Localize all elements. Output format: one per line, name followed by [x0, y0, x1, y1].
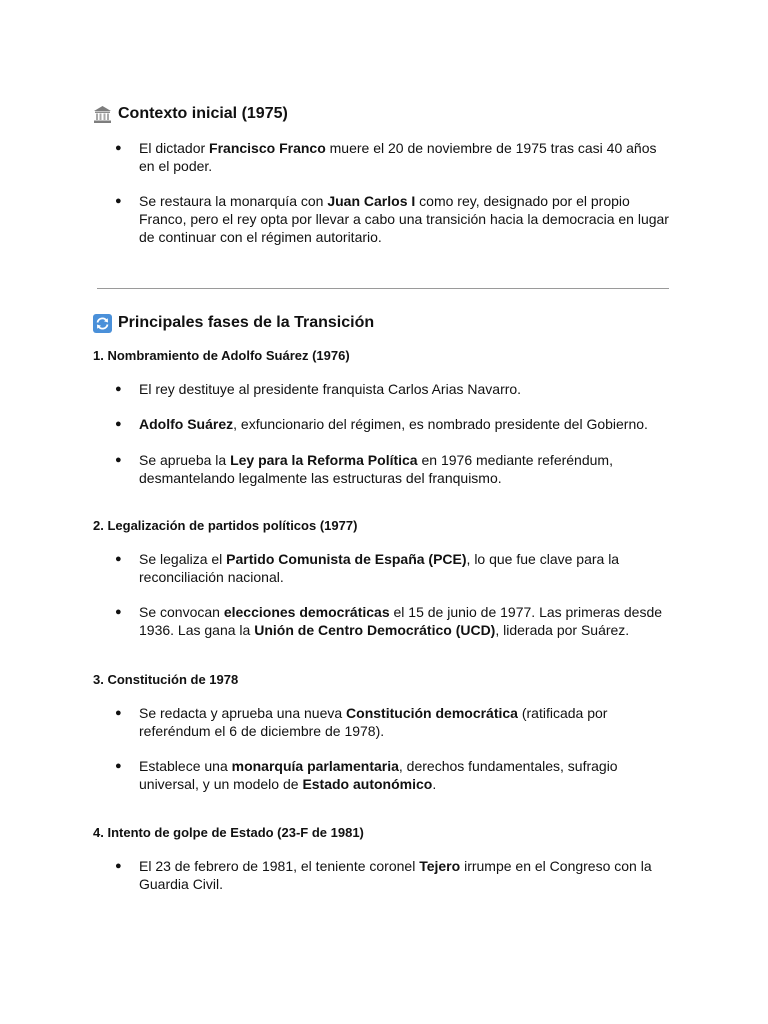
text-run: el 15 de junio de 1977. Las primeras desde 1936. Las gana la	[139, 604, 663, 638]
bold-term: Estado autonómico	[302, 776, 433, 792]
bold-term: Tejero	[419, 858, 461, 874]
bold-term: Ley para la Reforma Política	[230, 452, 418, 468]
text-run: Se aprueba la	[139, 452, 231, 468]
cycle-arrows-icon	[93, 314, 112, 333]
bold-term: Partido Comunista de España (PCE)	[226, 551, 467, 567]
text-run: (ratificada por referéndum el 6 de diciembre de 1978).	[139, 705, 608, 739]
section-title: Contexto inicial (1975)	[118, 105, 288, 122]
text-run: El 23 de febrero de 1981, el teniente coronel	[139, 858, 420, 874]
list-item	[139, 451, 669, 487]
text-run: Se legaliza el	[139, 551, 227, 567]
text-run: Establece una	[139, 758, 232, 774]
list-item	[139, 380, 669, 398]
list-item	[139, 757, 669, 793]
list-item	[139, 603, 669, 639]
text-run: como rey, designado por el propio Franco, pero el rey opta por llevar a cabo una transición hacia la democracia en lugar de continuar con el régimen autoritario.	[139, 193, 669, 245]
bold-term: elecciones democráticas	[223, 604, 390, 620]
bold-term: Adolfo Suárez	[139, 416, 234, 432]
text-run: , derechos fundamentales, sufragio universal, y un modelo de	[139, 758, 618, 792]
text-run: Se redacta y aprueba una nueva	[139, 705, 347, 721]
text-run: El dictador	[139, 140, 210, 156]
bold-term: monarquía parlamentaria	[231, 758, 399, 774]
text-run: Se restaura la monarquía con	[139, 193, 328, 209]
bold-term: Juan Carlos I	[327, 193, 416, 209]
phase-heading: 3. Constitución de 1978	[93, 672, 239, 687]
list-item	[139, 139, 669, 175]
text-run: , lo que fue clave para la reconciliación nacional.	[139, 551, 620, 585]
text-run: muere el 20 de noviembre de 1975 tras casi 40 años en el poder.	[139, 140, 657, 174]
text-run: Se convocan	[139, 604, 224, 620]
section-heading-fases	[93, 313, 374, 333]
horizontal-divider	[97, 288, 669, 289]
bold-term: Francisco Franco	[209, 140, 326, 156]
phase-heading: 1. Nombramiento de Adolfo Suárez (1976)	[93, 348, 350, 363]
list-item	[139, 415, 669, 433]
list-item	[139, 550, 669, 586]
text-run: , liderada por Suárez.	[495, 622, 630, 638]
list-item	[139, 857, 669, 893]
phase-heading: 4. Intento de golpe de Estado (23-F de 1981)	[93, 825, 364, 840]
text-run: .	[432, 776, 437, 792]
list-item	[139, 192, 669, 246]
text-run: , exfuncionario del régimen, es nombrado presidente del Gobierno.	[233, 416, 648, 432]
bold-term: Constitución democrática	[346, 705, 518, 721]
phase-heading: 2. Legalización de partidos políticos (1977)	[93, 518, 358, 533]
classical-building-icon	[93, 105, 112, 124]
bold-term: Unión de Centro Democrático (UCD)	[254, 622, 496, 638]
section-heading-contexto	[93, 104, 288, 124]
text-run: irrumpe en el Congreso con la Guardia Civil.	[139, 858, 652, 892]
text-run: El rey destituye al presidente franquista Carlos Arias Navarro.	[139, 381, 522, 397]
text-run: en 1976 mediante referéndum, desmantelando legalmente las estructuras del franquismo.	[139, 452, 613, 486]
list-item	[139, 704, 669, 740]
section-title: Principales fases de la Transición	[118, 314, 375, 331]
